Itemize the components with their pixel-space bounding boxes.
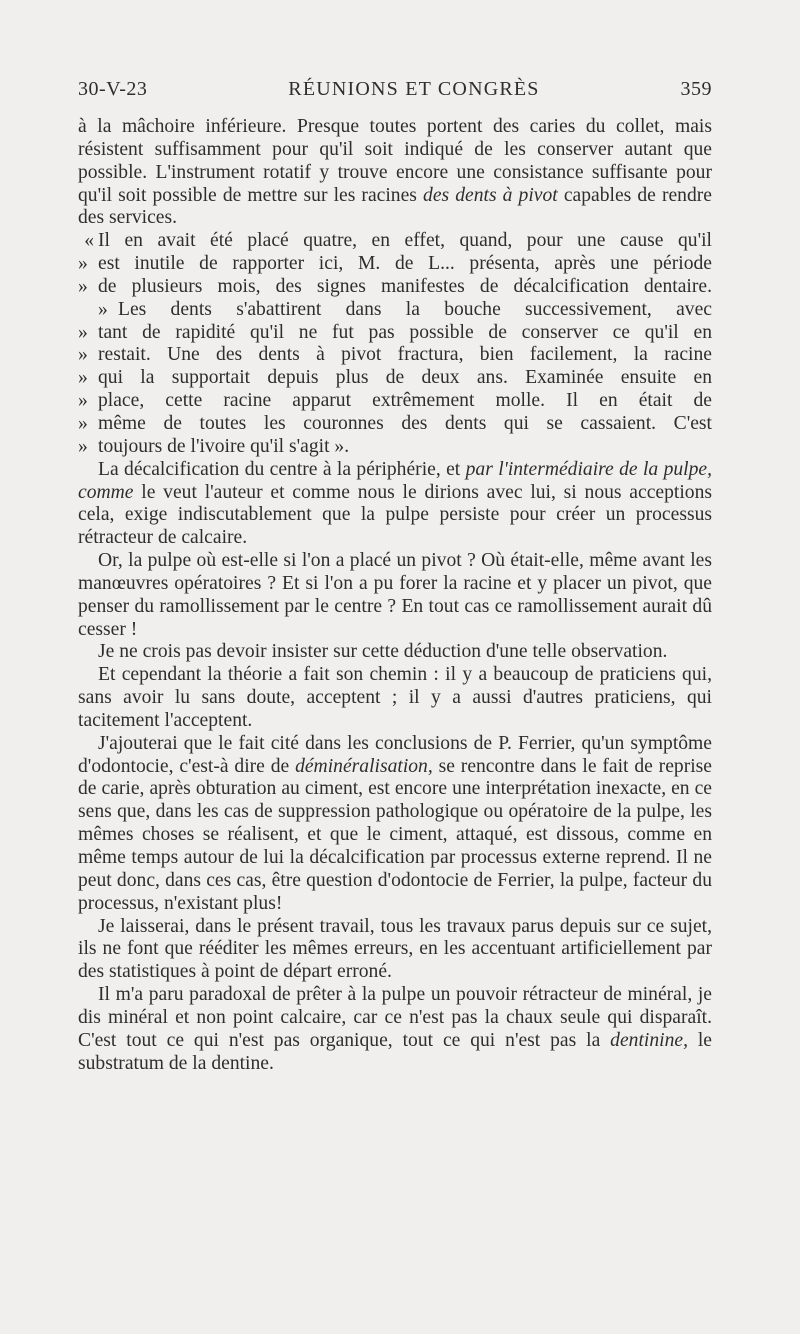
quote-mark: » [78, 435, 88, 457]
quote-line: même de toutes les couronnes des dents qui se cassaient. C'est [98, 412, 712, 434]
paragraph-7: Je laisserai, dans le présent travail, tous les travaux parus depuis sur ce sujet, ils ne font que rééditer les mêmes erreurs, en les accentuant artificiellement par des statistiques à point de départ erroné. [78, 915, 712, 983]
quote-mark: » [78, 412, 88, 434]
header-title: RÉUNIONS ET CONGRÈS [288, 78, 540, 100]
emphasis: dentinine, [610, 1029, 688, 1051]
paragraph-4: Je ne crois pas devoir insister sur cette déduction d'une telle observation. [98, 641, 668, 663]
paragraph-5: Et cependant la théorie a fait son chemin : il y a beaucoup de praticiens qui, sans avoir lu sans doute, acceptent ; il y a aussi d'autres praticiens, qui tacitement l'acceptent. [78, 664, 712, 731]
quote-line: est inutile de rapporter ici, M. de L... présenta, après une période [98, 253, 712, 275]
emphasis: des dents à pivot [423, 184, 558, 206]
paragraph-3: Or, la pulpe où est-elle si l'on a placé un pivot ? Où était-elle, même avant les manœuvres opératoires ? Et si l'on a pu forer la racine et y placer un pivot, que penser du ramollissement par le centre ? En tout cas ce ramollissement aurait dû cesser ! [78, 550, 712, 640]
header-date: 30-V-23 [78, 78, 148, 100]
page [78, 78, 712, 1075]
quote-line: tant de rapidité qu'il ne fut pas possible de conserver ce qu'il en [98, 321, 712, 343]
quote-mark: » [78, 367, 88, 389]
emphasis: par l'intermédiaire de la pulpe, comme [78, 458, 712, 503]
quote-line: toujours de l'ivoire qu'il s'agit ». [98, 435, 350, 457]
quote-line: qui la supportait depuis plus de deux ans. Examinée ensuite en [98, 367, 712, 389]
quote-line: place, cette racine apparut extrêmement molle. Il en était de [98, 390, 712, 412]
quote-mark: » [78, 253, 88, 275]
quote-mark: » [78, 321, 88, 343]
quote-line: restait. Une des dents à pivot fractura, bien facilement, la racine [98, 344, 712, 366]
paragraph-2: La décalcification du centre à la périphérie, et par l'intermédiaire de la pulpe, comme le veut l'auteur et comme nous le dirions avec lui, si nous acceptions cela, exige indiscutablement que la pulpe persiste pour créer un processus rétracteur de calcaire. [78, 458, 712, 549]
quote-mark: « [84, 230, 94, 252]
quote-mark: » [98, 298, 108, 320]
emphasis: déminéralisation, [295, 755, 433, 777]
paragraph-1: à la mâchoire inférieure. Presque toutes portent des caries du collet, mais résistent suffisamment pour qu'il soit indiqué de les conserver autant que possible. L'instrument rotatif y trouve encore une consistance suffisante pour qu'il soit possible de mettre sur les racines des dents à pivot capables de rendre des services. [78, 116, 713, 229]
quote-line: de plusieurs mois, des signes manifestes de décalcification dentaire. [98, 275, 712, 297]
quote-line: Les dents s'abattirent dans la bouche successivement, avec [118, 298, 712, 320]
quote-mark: » [78, 390, 88, 412]
paragraph-6: J'ajouterai que le fait cité dans les conclusions de P. Ferrier, qu'un symptôme d'odontocie, c'est-à dire de déminéralisation, se rencontre dans le fait de reprise de carie, après obturation au ciment, est encore une interprétation inexacte, en ce sens que, dans les cas de suppression pathologique ou opératoire de la pulpe, les mêmes choses se réalisent, et que le ciment, attaqué, est dissous, comme en même temps autour de lui la décalcification par processus externe reprend. Il ne peut donc, dans ces cas, être question d'odontocie de Ferrier, la pulpe, facteur du processus, n'existant plus! [78, 732, 712, 914]
body-text [78, 116, 712, 1075]
paragraph-8: Il m'a paru paradoxal de prêter à la pulpe un pouvoir rétracteur de minéral, je dis minéral et non point calcaire, car ce n'est pas la chaux seule qui disparaît. C'est tout ce qui n'est pas organique, tout ce qui n'est pas la dentinine, le substratum de la dentine. [78, 984, 712, 1074]
running-header [78, 78, 712, 112]
quote-line: Il en avait été placé quatre, en effet, quand, pour une cause qu'il [98, 230, 712, 252]
page-number: 359 [680, 78, 712, 100]
quotation [78, 230, 712, 458]
quote-mark: » [78, 275, 88, 297]
quote-mark: » [78, 344, 88, 366]
